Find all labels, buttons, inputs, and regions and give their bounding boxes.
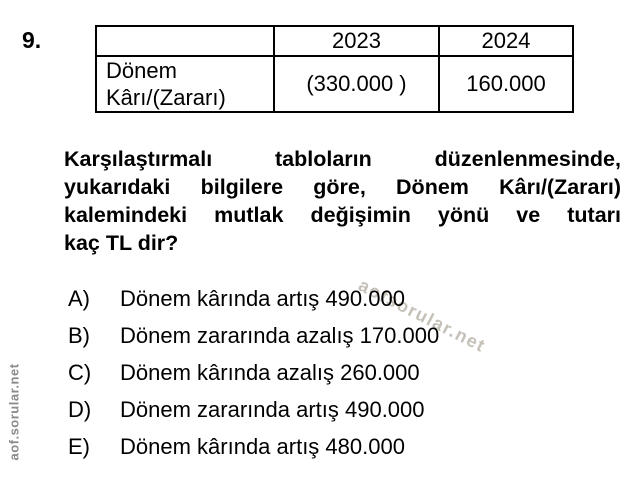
question-line: Karşılaştırmalı tabloların düzenlenmesinde, — [64, 147, 621, 171]
question-line: kaç TL dir? — [64, 231, 179, 255]
table-header-empty — [96, 26, 274, 56]
question-number: 9. — [22, 27, 42, 53]
option-text: Dönem kârında artış 490.000 — [120, 285, 405, 311]
question-line: yukarıdaki bilgilere göre, Dönem Kârı/(Zararı) — [64, 175, 621, 199]
option-text: Dönem zararında artış 490.000 — [120, 396, 425, 422]
question-text — [64, 145, 621, 257]
table-header-row — [96, 26, 573, 56]
option-text: Dönem kârında azalış 260.000 — [120, 359, 420, 385]
table-header-2023: 2023 — [274, 26, 439, 56]
table-value-2024: 160.000 — [439, 56, 573, 112]
question-line: kalemindeki mutlak değişimin yönü ve tutarı — [64, 203, 621, 227]
option-a[interactable] — [68, 280, 439, 317]
comparison-table — [95, 25, 574, 113]
side-watermark: aof.sorular.net — [6, 363, 22, 461]
diagonal-watermark: aofsorular.net — [355, 274, 490, 357]
table-header-2024: 2024 — [439, 26, 573, 56]
option-d[interactable] — [68, 391, 439, 428]
option-e[interactable] — [68, 428, 439, 465]
table-row-label: Dönem Kârı/(Zararı) — [96, 56, 274, 112]
option-letter: B) — [68, 322, 90, 348]
option-text: Dönem kârında artış 480.000 — [120, 433, 405, 459]
table-value-2023: (330.000 ) — [274, 56, 439, 112]
table-row — [96, 56, 573, 112]
option-letter: E) — [68, 433, 90, 459]
option-b[interactable] — [68, 317, 439, 354]
answer-options — [68, 280, 439, 465]
option-letter: D) — [68, 396, 92, 422]
option-c[interactable] — [68, 354, 439, 391]
option-letter: C) — [68, 359, 92, 385]
option-letter: A) — [68, 285, 90, 311]
option-text: Dönem zararında azalış 170.000 — [120, 322, 440, 348]
